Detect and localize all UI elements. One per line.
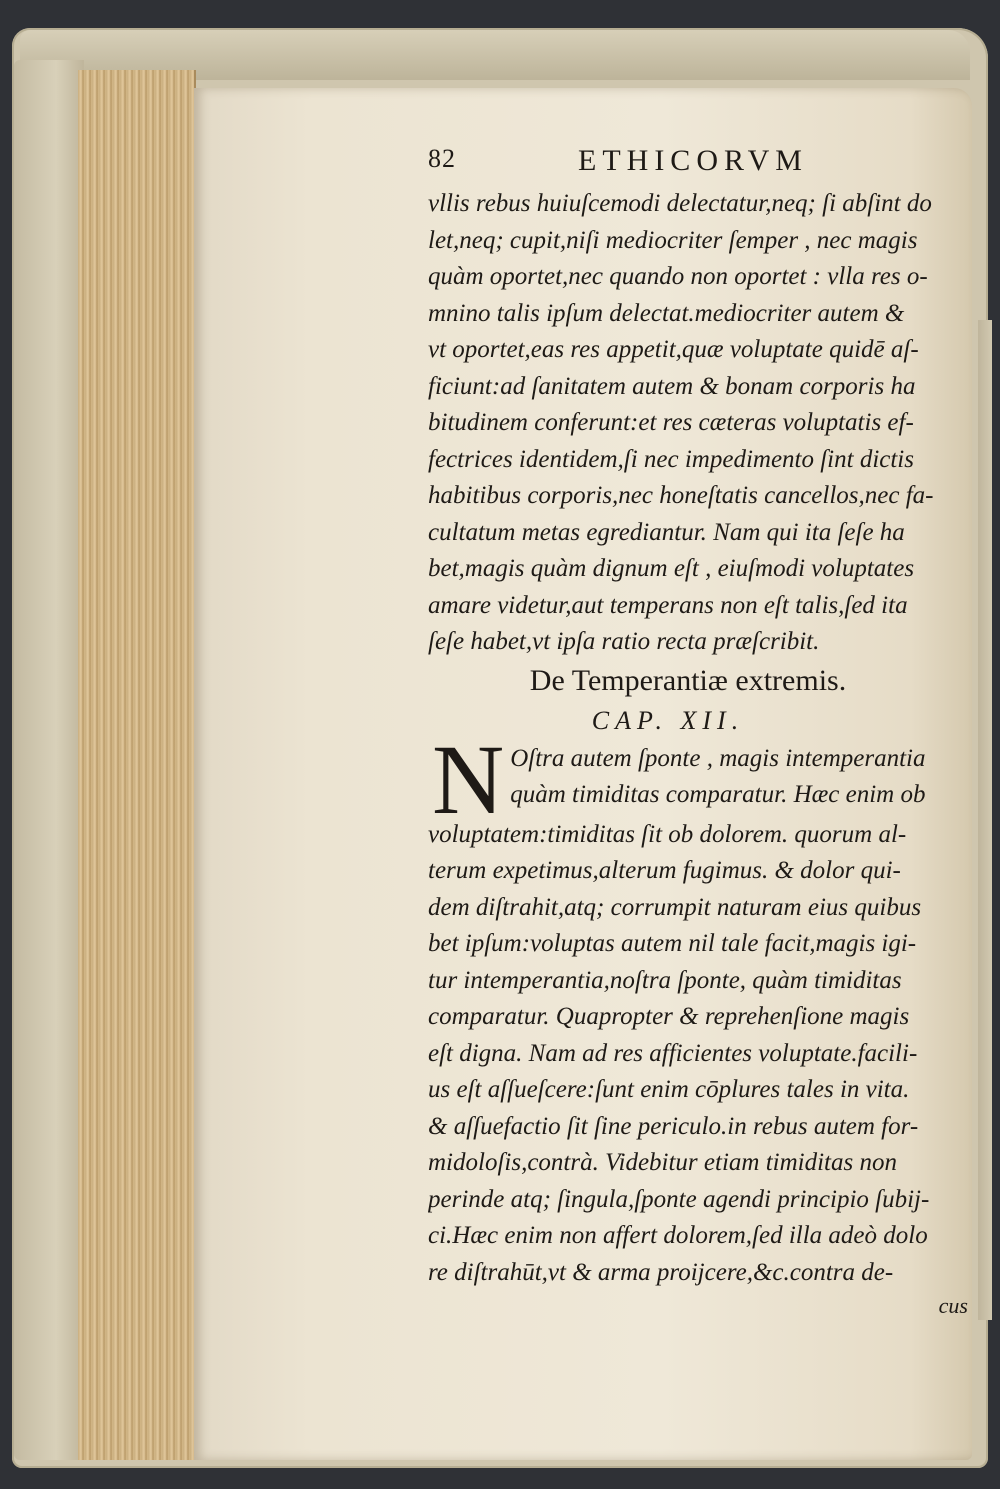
drop-cap: N bbox=[432, 723, 505, 835]
text-line: fectrices identidem,ſi nec impedimento ſint dictis bbox=[428, 445, 914, 473]
text-line: bet,magis quàm dignum eſt , eiuſmodi voluptates bbox=[428, 555, 915, 582]
catchword: cus bbox=[938, 1293, 968, 1318]
text-line: & aſſuefactio ſit ſine periculo.in rebus autem for- bbox=[428, 1112, 919, 1140]
text-line: eſt digna. Nam ad res afficientes voluptate.facili- bbox=[428, 1039, 918, 1067]
page-block-edges bbox=[78, 70, 196, 1460]
text-line: mnino talis ipſum delectat.mediocriter autem & bbox=[428, 299, 905, 327]
book-spine-board bbox=[14, 60, 84, 1460]
paragraph-body bbox=[428, 817, 968, 1292]
text-line: ficiunt:ad ſanitatem autem & bonam corporis ha bbox=[428, 372, 916, 400]
text-line: dem diſtrahit,atq; corrumpit naturam eius quibus bbox=[428, 893, 922, 921]
page-number: 82 bbox=[428, 144, 456, 173]
text-line: vllis rebus huiuſcemodi delectatur,neq; ſi abſint do bbox=[428, 190, 932, 217]
text-line: vt oportet,eas res appetit,quæ voluptate quidē aſ- bbox=[428, 336, 919, 363]
text-line: re diſtrahūt,vt & arma proijcere,&c.contra de- bbox=[428, 1258, 894, 1286]
page-header bbox=[428, 140, 968, 186]
text-line: ci.Hæc enim non affert dolorem,ſed illa adeò dolo bbox=[428, 1222, 928, 1249]
text-line: amare videtur,aut temperans non eſt talis,ſed ita bbox=[428, 591, 908, 619]
text-line: quàm timiditas comparatur. Hæc enim ob bbox=[510, 781, 926, 808]
text-line: cultatum metas egrediantur. Nam qui ita ſeſe ha bbox=[428, 518, 905, 546]
chapter-heading: De Temperantiæ extremis. bbox=[529, 663, 847, 697]
text-line: perinde atq; ſingula,ſponte agendi principio ſubij- bbox=[428, 1185, 930, 1213]
text-line: ſeſe habet,vt ipſa ratio recta præſcribit. bbox=[428, 628, 820, 655]
page-gutter-shadow bbox=[978, 320, 992, 1320]
text-line: comparatur. Quapropter & reprehenſione magis bbox=[428, 1003, 910, 1030]
chapter-label: CAP. XII. bbox=[591, 705, 745, 735]
text-line: let,neq; cupit,niſi mediocriter ſemper , nec magis bbox=[428, 226, 918, 254]
text-line: tur intemperantia,noſtra ſponte, quàm timiditas bbox=[428, 966, 902, 994]
text-line: habitibus corporis,nec honeſtatis cancellos,nec fa- bbox=[428, 482, 934, 509]
text-line: bitudinem conferunt:et res cæteras voluptatis ef- bbox=[428, 409, 914, 436]
paragraph-top bbox=[428, 186, 968, 661]
text-line: terum expetimus,alterum fugimus. & dolor qui- bbox=[428, 857, 901, 884]
text-line: quàm oportet,nec quando non oportet : vlla res o- bbox=[428, 263, 928, 290]
text-line: voluptatem:timiditas ſit ob dolorem. quorum al- bbox=[428, 820, 907, 848]
text-line: midoloſis,contrà. Videbitur etiam timiditas non bbox=[428, 1149, 897, 1176]
text-line: bet ipſum:voluptas autem nil tale facit,magis igi- bbox=[428, 930, 917, 957]
page-text bbox=[428, 140, 968, 1321]
text-line: us eſt aſſueſcere:ſunt enim cōplures tales in vita. bbox=[428, 1076, 910, 1103]
running-head: ETHICORVM bbox=[578, 144, 808, 177]
text-line: Oſtra autem ſponte , magis intemperantia bbox=[510, 744, 926, 772]
